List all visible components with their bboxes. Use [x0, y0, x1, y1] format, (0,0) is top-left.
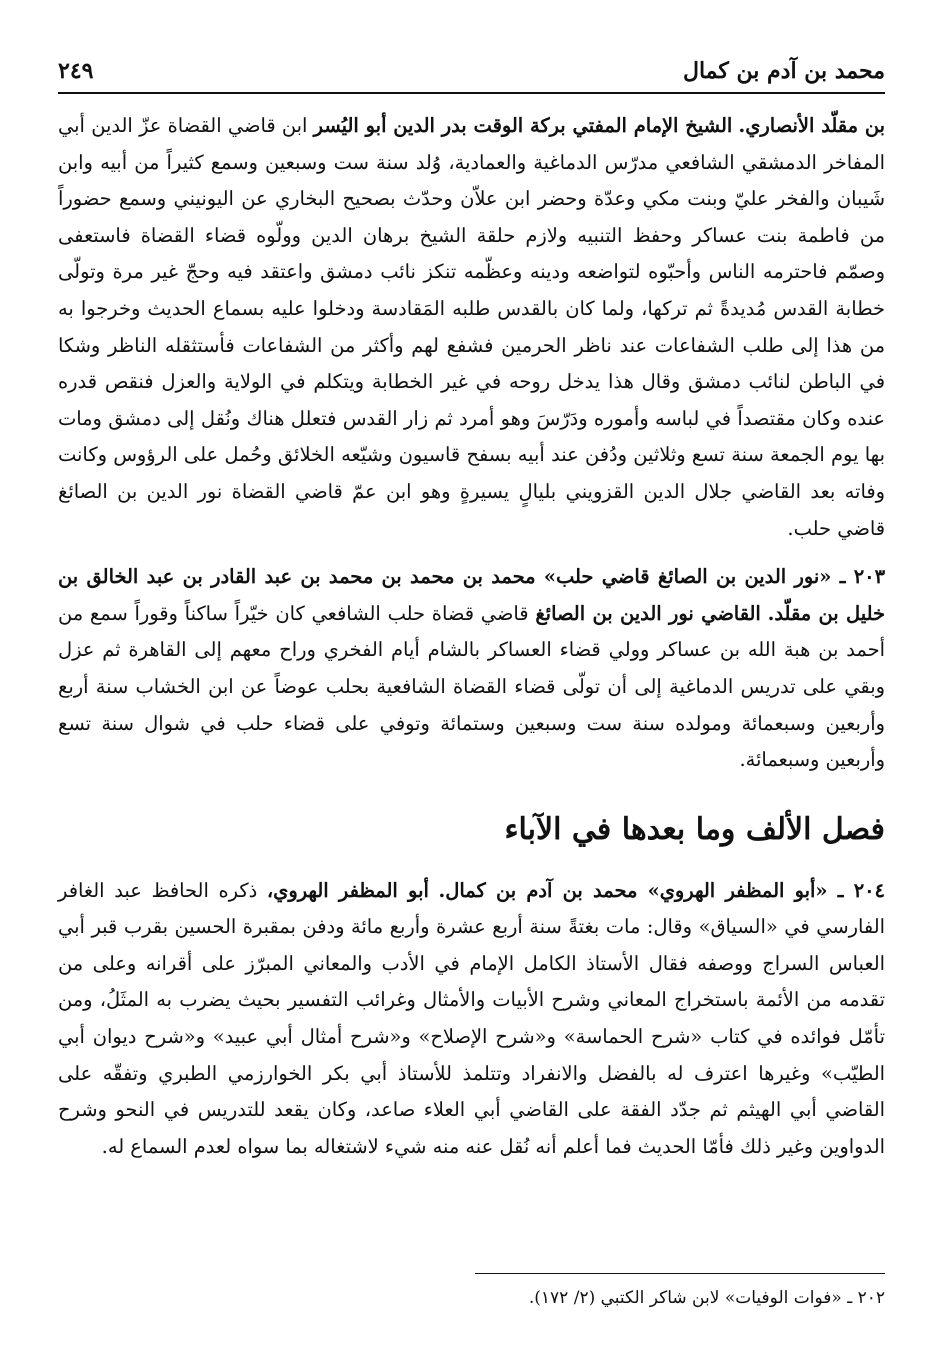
entry-202-continuation — [58, 108, 885, 547]
section-heading: فصل الألف وما بعدها في الآباء — [504, 811, 885, 847]
entry-204-title: ٢٠٤ ـ «أبو المظفر الهروي» محمد بن آدم بن كمال. — [438, 878, 885, 902]
entry-203-body: قاضي قضاة حلب الشافعي كان خيّراً ساكناً وقوراً سمع من أحمد بن هبة الله بن عساكر وولي قضاء العساكر بالشام أيام الفخري وراح معهم إلى القاهرة ثم عزل وبقي على تدريس الدماغية إلى أن تولّى قضاء القضاة الشافعية بحلب عوضاً عن ابن الخشاب سنة أربع وأربعين وسبعمائة ومولده سنة ست وسبعين وستمائة وتوفي على قضاء حلب في شوال سنة تسع وأربعين وسبعمائة. — [58, 601, 885, 772]
entry-203-title: ٢٠٣ ـ «نور الدين بن الصائغ قاضي حلب» محمد بن محمد بن محمد بن عبد القادر بن عبد الخالق بن خليل بن مقلّد. — [58, 565, 886, 625]
entry-202-body: ابن قاضي القضاة عزّ الدين أبي المفاخر الدمشقي الشافعي مدرّس الدماغية والعمادية، وُلد سنة ست وسبعين وسمع كثيراً من أبيه وابن شَيبان والفخر عليّ وبنت مكي وعدّة وحضر ابن علاّن وحدّث بصحيح البخاري عن اليونيني وسمع حضوراً من فاطمة بنت عساكر وحفظ التنبيه ولازم حلقة الشيخ برهان الدين وولّوه قضاء القضاة فاستعفى وصمّم فاحترمه الناس وأحبّوه لتواضعه ودينه وعظّمه تنكز نائب دمشق واعتقد فيه وحجّ غير مرة وتولّى خطابة القدس مُديدةً ثم تركها، ولما كان بالقدس طلبه المَقادسة ودخلوا عليه بسماع الحديث وخرجوا به من هذا إلى طلب الشفاعات عند ناظر الحرمين فشفع لهم وأكثر من الشفاعات فأستثقله الناظر وشكا في الباطن لنائب دمشق وقال هذا يدخل روحه في غير الخطابة ويتكلم في الولاية والعزل فنقص قدره عنده وكان مقتصداً في لباسه وأموره ودَرّسَ وهو أمرد ثم زار القدس فتعلل هناك ونُقل إلى دمشق ومات بها يوم الجمعة سنة تسع وثلاثين ودُفن عند أبيه بسفح قاسيون وشيّعه الخلائق وحُمل على الرؤوس وكانت وفاته بعد القاضي جلال الدين القزويني بليالٍ يسيرةٍ وهو ابن عمّ قاضي القضاة نور الدين بن الصائغ قاضي حلب. — [58, 114, 885, 540]
header-divider — [58, 92, 885, 94]
running-title: محمد بن آدم بن كمال — [682, 58, 885, 84]
entry-203-name: القاضي نور الدين بن الصائغ — [535, 601, 761, 625]
entry-203 — [58, 559, 885, 779]
entry-204 — [58, 873, 885, 1166]
page-header — [58, 44, 885, 84]
entry-204-body: ذكره الحافظ عبد الغافر الفارسي في «السياق» وقال: مات بغتةً سنة أربع عشرة وأربع مائة ودفن بمقبرة الحسين بقرب قبر أبي العباس السراج ووصفه فقال الأستاذ الكامل الإمام في الأدب والمعاني المبرّز على أقرانه وعلى من تقدمه من الأئمة باستخراج المعاني وشرح الأبيات والأمثال وغرائب التفسير بحيث يضرب به المثَلُ، ومن تأمّل فوائده في كتاب «شرح الحماسة» و«شرح الإصلاح» و«شرح أمثال أبي عبيد» و«شرح ديوان أبي الطيّب» وغيرها اعترف له بالفضل والانفراد وتتلمذ للأستاذ أبي بكر الخوارزمي الطبري وتفقّه على القاضي أبي الهيثم ثم جدّد الفقة على القاضي أبي العلاء صاعد، وكان يقعد للتدريس في النحو وشرح الدواوين وغير ذلك فأمّا الحديث فما أعلم أنه نُقل عنه منه شيء لاشتغاله بما سواه لعدم السماع له. — [58, 878, 885, 1158]
page-number: ٢٤٩ — [58, 58, 94, 84]
entry-202-lead: بن مقلّد الأنصاري. — [738, 114, 885, 137]
footnote-divider — [475, 1273, 885, 1274]
entry-202-name: الشيخ الإمام المفتي بركة الوقت بدر الدين أبو اليُسر — [313, 114, 733, 137]
entry-204-name: أبو المظفر الهروي، — [266, 878, 429, 902]
main-text — [58, 108, 885, 1165]
footnote: ٢٠٢ ـ «فوات الوفيات» لابن شاكر الكتبي (٢/ ١٧٢). — [528, 1288, 885, 1308]
